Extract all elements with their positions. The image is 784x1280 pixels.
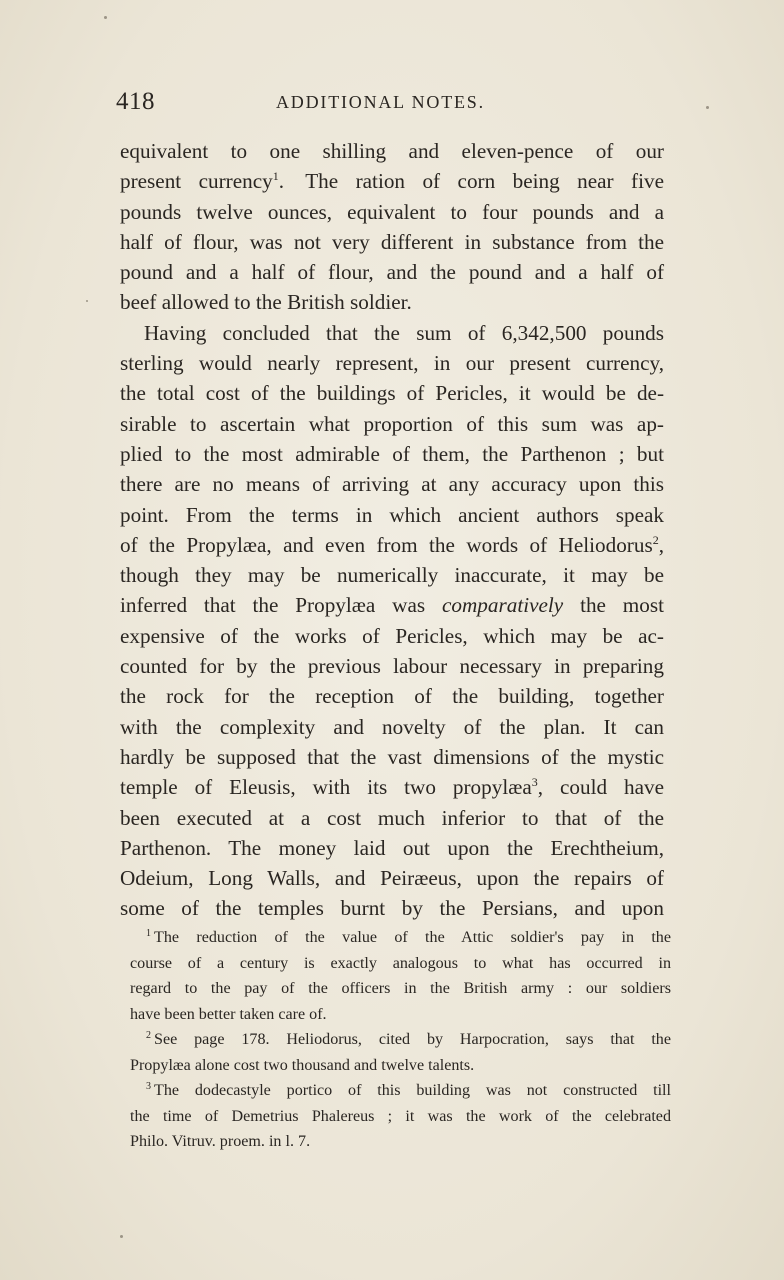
- text-line: Odeium, Long Walls, and Peiræeus, upon the repairs of: [120, 866, 664, 891]
- running-head: ADDITIONAL NOTES.: [276, 92, 485, 112]
- text-line: counted for by the previous labour necessary in preparing: [120, 654, 664, 679]
- text-line: expensive of the works of Pericles, which may be ac-: [120, 623, 664, 648]
- text-line: hardly be supposed that the vast dimensions of the mystic: [120, 744, 664, 769]
- text-line: with the complexity and novelty of the plan. It can: [120, 714, 664, 739]
- text-line: the total cost of the buildings of Pericles, it would be de-: [120, 381, 664, 406]
- text-line: Having concluded that the sum of 6,342,500 pounds: [144, 320, 664, 345]
- footnote-ref: 3: [531, 775, 538, 790]
- text-line: pound and a half of flour, and the pound and a half of: [120, 260, 664, 285]
- footnote-mark: 1: [146, 927, 151, 939]
- footnote-line: the time of Demetrius Phalereus ; it was the work of the celebrated: [130, 1107, 671, 1125]
- page-header: [116, 88, 676, 120]
- text-line: of the Propylæa, and even from the words of Heliodorus$^2$,: [120, 532, 664, 557]
- text-line: sirable to ascertain what proportion of this sum was ap-: [120, 411, 664, 436]
- text-line: plied to the most admirable of them, the Parthenon ; but: [120, 441, 664, 466]
- text-line: Parthenon. The money laid out upon the Erechtheium,: [120, 835, 664, 860]
- text-line: the rock for the reception of the building, together: [120, 684, 664, 709]
- text-line: equivalent to one shilling and eleven-pence of our: [120, 139, 664, 163]
- footnote-line: $^3$ The dodecastyle portico of this building was not constructed till: [146, 1080, 671, 1099]
- text-line: inferred that the Propylæa was comparatively the most: [120, 593, 665, 618]
- footnote-line: $^1$ The reduction of the value of the Attic soldier's pay in the: [146, 927, 671, 946]
- paper-speck: [104, 16, 107, 19]
- text-line: half of flour, was not very different in substance from the: [120, 229, 664, 254]
- footnote-ref: 1: [272, 169, 279, 184]
- page-number: 418: [116, 88, 155, 115]
- footnote-line: Propylæa alone cost two thousand and twelve talents.: [130, 1056, 475, 1074]
- text-line: though they may be numerically inaccurate, it may be: [120, 563, 664, 588]
- text-line: pounds twelve ounces, equivalent to four pounds and a: [120, 199, 664, 224]
- body-text: [120, 136, 664, 924]
- emphasis: comparatively: [442, 593, 564, 618]
- footnote-line: Philo. Vitruv. proem. in l. 7.: [130, 1133, 311, 1150]
- text-line: sterling would nearly represent, in our present currency,: [120, 351, 664, 376]
- paper-speck: [120, 1235, 123, 1238]
- text-line: point. From the terms in which ancient authors speak: [120, 502, 664, 527]
- footnote-line: have been better taken care of.: [130, 1005, 327, 1023]
- footnote-mark: 2: [146, 1029, 151, 1041]
- footnote-2: [130, 1027, 671, 1078]
- footnote-line: regard to the pay of the officers in the British army : our soldiers: [130, 980, 671, 997]
- footnote-mark: 3: [146, 1080, 151, 1092]
- footnote-3: [130, 1078, 671, 1155]
- text-line: temple of Eleusis, with its two propylæa$^3$, could have: [120, 775, 664, 800]
- footnote-line: course of a century is exactly analogous to what has occurred in: [130, 954, 671, 972]
- text-line: there are no means of arriving at any accuracy upon this: [120, 472, 664, 497]
- footnote-1: [130, 925, 671, 1027]
- text-line: beef allowed to the British soldier.: [120, 290, 412, 315]
- text-line: some of the temples burnt by the Persians, and upon: [120, 896, 664, 921]
- text-line: been executed at a cost much inferior to that of the: [120, 805, 664, 830]
- footnote-line: $^2$ See page 178. Heliodorus, cited by Harpocration, says that the: [146, 1029, 671, 1048]
- text-line: present currency$^1$. The ration of corn being near five: [120, 169, 664, 194]
- footnotes: [130, 925, 671, 1155]
- paper-speck: [86, 300, 88, 302]
- footnote-ref: 2: [652, 532, 659, 547]
- paper-speck: [706, 106, 709, 109]
